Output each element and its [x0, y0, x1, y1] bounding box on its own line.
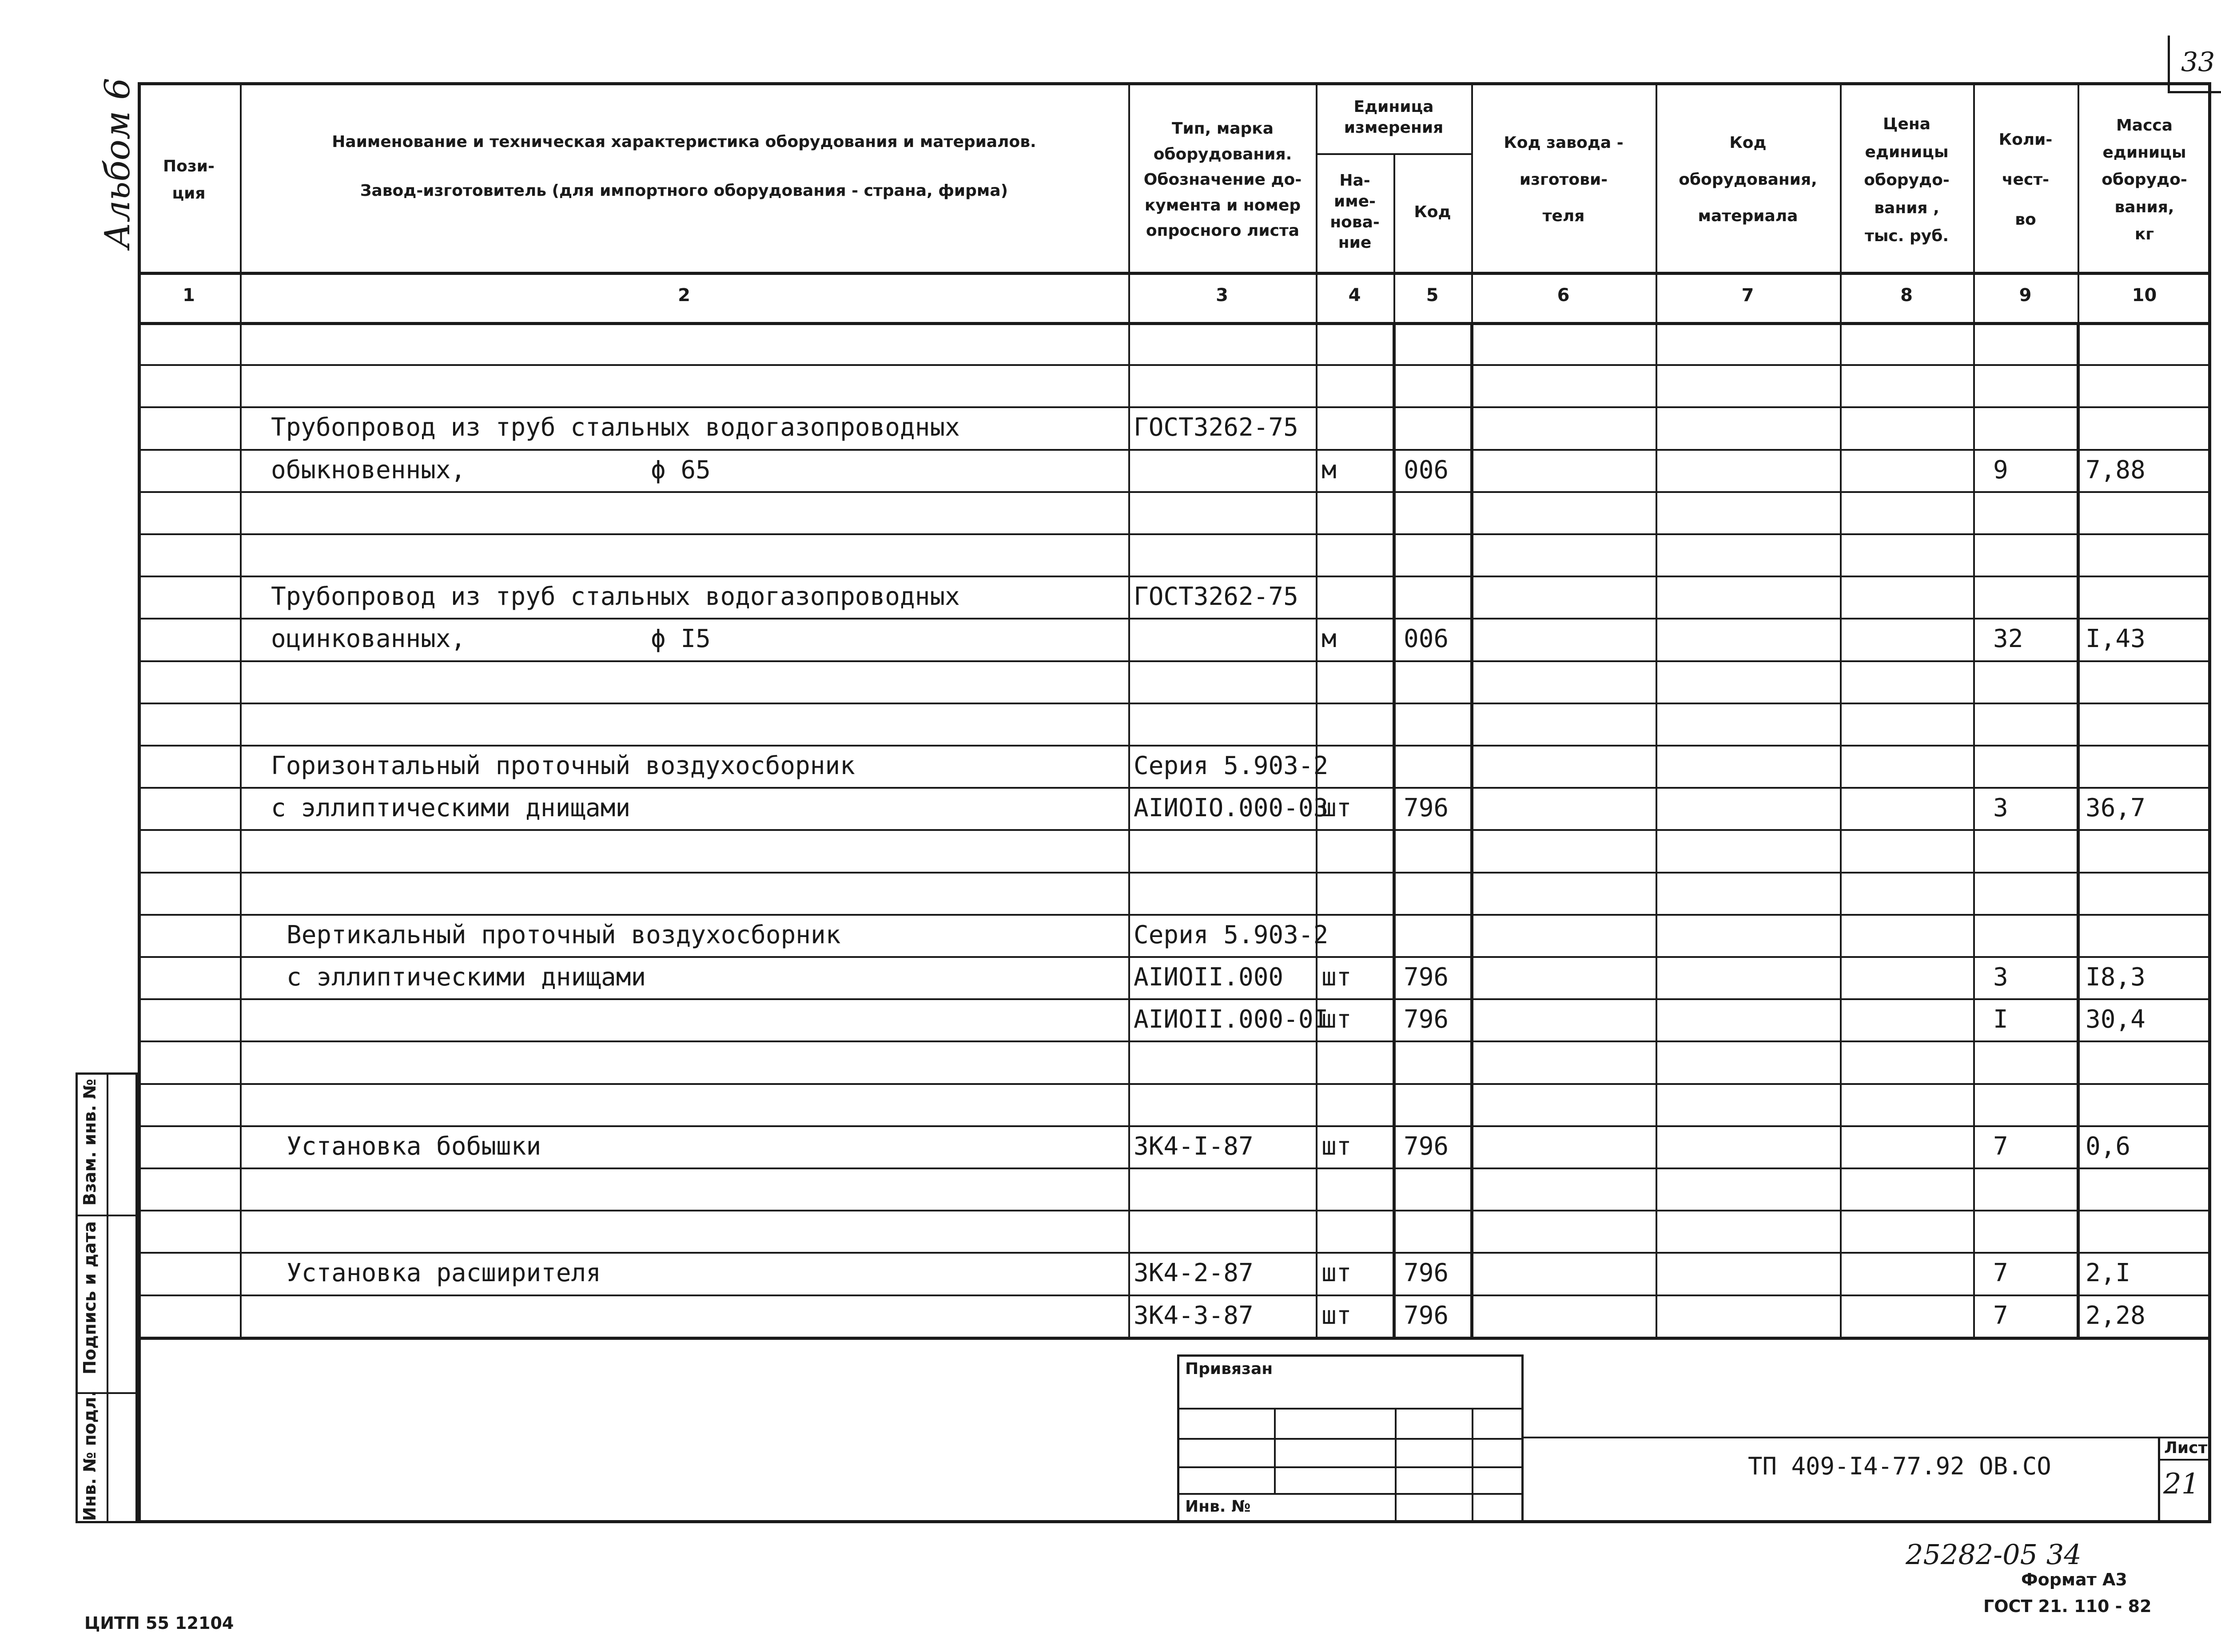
- header-bottom-line: [138, 272, 2211, 275]
- row-19-unit-code: 796: [1404, 1132, 1449, 1161]
- table-row-line: [138, 576, 2211, 577]
- row-22-mass: 2,I: [2086, 1259, 2131, 1288]
- album-label: Альбом 6: [98, 78, 138, 249]
- row-23-document: ЗК4-3-87: [1134, 1301, 1254, 1330]
- row-11-quantity: 3: [1993, 794, 2008, 823]
- column-number-3: 3: [1216, 285, 1228, 306]
- table-row-line: [138, 998, 2211, 1000]
- row-7-diameter: ϕ I5: [651, 624, 711, 654]
- row-15-unit: шт: [1321, 963, 1352, 992]
- sheet-number: 33: [2181, 47, 2215, 78]
- handwritten-number: 25282-05 34: [1906, 1538, 2082, 1571]
- row-11-mass: 36,7: [2086, 794, 2145, 823]
- header-position: Пози- ция: [163, 157, 215, 203]
- gost-label: ГОСТ 21. 110 - 82: [1983, 1596, 2152, 1616]
- row-6-name: Трубопровод из труб стальных водогазопроводных: [271, 582, 960, 612]
- table-row-line: [138, 1125, 2211, 1127]
- row-3-mass: 7,88: [2086, 455, 2145, 484]
- side-stamp-vzam: Взам. инв. №: [80, 1079, 100, 1206]
- table-row-line: [138, 956, 2211, 958]
- table-row-line: [138, 660, 2211, 662]
- table-row-line: [138, 1168, 2211, 1169]
- row-10-document: Серия 5.903-2: [1134, 751, 1329, 780]
- row-3-diameter: ϕ 65: [651, 455, 711, 484]
- row-19-quantity: 7: [1993, 1132, 2008, 1161]
- header-unit-price: Цена единицы оборудо- вания , тыс. руб.: [1864, 115, 1950, 245]
- format-label: Формат А3: [2021, 1570, 2127, 1589]
- row-3-name: обыкновенных,: [271, 455, 466, 484]
- row-15-unit-code: 796: [1404, 963, 1449, 992]
- row-7-quantity: 32: [1993, 624, 2023, 654]
- row-7-unit: м: [1321, 624, 1337, 654]
- row-22-document: ЗК4-2-87: [1134, 1259, 1254, 1288]
- side-stamp-inv: Инв. № подл.: [80, 1390, 100, 1521]
- row-22-quantity: 7: [1993, 1259, 2008, 1288]
- table-row-line: [138, 914, 2211, 916]
- row-19-unit: шт: [1321, 1132, 1352, 1161]
- table-row-line: [138, 449, 2211, 451]
- row-23-unit-code: 796: [1404, 1301, 1449, 1330]
- row-22-unit-code: 796: [1404, 1259, 1449, 1288]
- column-divider: [1840, 82, 1842, 1337]
- cipt-label: ЦИТП 55 12104: [84, 1613, 234, 1633]
- column-divider: [1656, 82, 1657, 1337]
- row-3-quantity: 9: [1993, 455, 2008, 484]
- side-stamp-podpis: Подпись и дата: [80, 1221, 100, 1374]
- column-number-6: 6: [1557, 285, 1570, 306]
- table-row-line: [138, 787, 2211, 789]
- table-row-line: [138, 406, 2211, 408]
- column-number-2: 2: [678, 285, 690, 306]
- row-7-name: оцинкованных,: [271, 624, 466, 654]
- row-11-unit: шт: [1321, 794, 1352, 823]
- list-value: 21: [2163, 1468, 2200, 1501]
- table-row-line: [138, 745, 2211, 747]
- row-22-name: Установка расширителя: [287, 1259, 601, 1288]
- header-unit-group: Единица измерения: [1344, 98, 1444, 137]
- table-row-line: [138, 1210, 2211, 1211]
- column-numbers-bottom-line: [138, 322, 2211, 325]
- table-row-line: [138, 533, 2211, 535]
- row-16-quantity: I: [1993, 1005, 2008, 1034]
- row-23-quantity: 7: [1993, 1301, 2008, 1330]
- header-name-line2: Завод-изготовитель (для импортного оборудования - страна, фирма): [360, 182, 1008, 200]
- column-divider: [240, 82, 242, 1337]
- designation: ТП 409-I4-77.92 ОВ.СО: [1748, 1452, 2051, 1480]
- row-15-name: с эллиптическими днищами: [287, 963, 646, 992]
- column-number-4: 4: [1348, 285, 1361, 306]
- row-23-unit: шт: [1321, 1301, 1352, 1330]
- row-15-quantity: 3: [1993, 963, 2008, 992]
- inv-no-label: Инв. №: [1185, 1497, 1251, 1516]
- header-equipment-code: Код оборудования, материала: [1679, 133, 1817, 226]
- column-number-1: 1: [183, 285, 195, 306]
- table-row-line: [138, 491, 2211, 493]
- row-7-mass: I,43: [2086, 624, 2145, 654]
- row-22-unit: шт: [1321, 1259, 1352, 1288]
- column-number-9: 9: [2019, 285, 2032, 306]
- header-unit-code: Код: [1414, 203, 1451, 221]
- row-16-document: АIИОII.000-0I: [1134, 1005, 1329, 1034]
- row-11-document: АIИОIО.000-03: [1134, 794, 1329, 823]
- table-row-line: [138, 364, 2211, 366]
- row-14-document: Серия 5.903-2: [1134, 920, 1329, 949]
- designation-line: [1524, 1437, 2211, 1438]
- row-15-document: АIИОII.000: [1134, 963, 1284, 992]
- row-19-document: ЗК4-I-87: [1134, 1132, 1254, 1161]
- table-row-line: [138, 1083, 2211, 1085]
- row-6-document: ГОСТ3262-75: [1134, 582, 1298, 612]
- table-bottom-line: [138, 1337, 2211, 1340]
- row-2-document: ГОСТ3262-75: [1134, 413, 1298, 442]
- header-quantity: Коли- чест- во: [1998, 131, 2053, 229]
- header-unit-mass: Масса единицы оборудо- вания, кг: [2102, 116, 2187, 243]
- privyazan-label: Привязан: [1185, 1360, 1273, 1378]
- row-16-unit: шт: [1321, 1005, 1352, 1034]
- table-row-line: [138, 618, 2211, 620]
- table-row-line: [138, 703, 2211, 704]
- table-row-line: [138, 1040, 2211, 1042]
- row-16-unit-code: 796: [1404, 1005, 1449, 1034]
- row-16-mass: 30,4: [2086, 1005, 2145, 1034]
- privyazan-vline: [1274, 1408, 1276, 1493]
- column-number-8: 8: [1900, 285, 1913, 306]
- privyazan-vline: [1472, 1408, 1473, 1523]
- row-23-mass: 2,28: [2086, 1301, 2145, 1330]
- side-stamp-divider: [107, 1072, 108, 1523]
- header-unit-name: На- име- нова- ние: [1330, 171, 1380, 252]
- list-box-line: [2158, 1459, 2211, 1461]
- row-11-name: с эллиптическими днищами: [271, 794, 631, 823]
- column-number-5: 5: [1426, 285, 1439, 306]
- side-stamp-line: [76, 1215, 138, 1216]
- column-divider: [1128, 82, 1130, 1337]
- row-11-unit-code: 796: [1404, 794, 1449, 823]
- column-divider: [1316, 82, 1317, 1337]
- row-14-name: Вертикальный проточный воздухосборник: [287, 920, 841, 949]
- list-label: Лист: [2164, 1439, 2208, 1457]
- header-type-doc: Тип, марка оборудования. Обозначение до- кумента и номер опросного листа: [1143, 119, 1302, 240]
- row-19-mass: 0,6: [2086, 1132, 2131, 1161]
- table-row-line: [138, 1295, 2211, 1296]
- column-number-10: 10: [2132, 285, 2157, 306]
- row-19-name: Установка бобышки: [287, 1132, 541, 1161]
- row-2-name: Трубопровод из труб стальных водогазопроводных: [271, 413, 960, 442]
- header-name-line1: Наименование и техническая характеристика оборудования и материалов.: [332, 133, 1036, 151]
- column-number-7: 7: [1741, 285, 1754, 306]
- table-row-line: [138, 1252, 2211, 1254]
- row-7-unit-code: 006: [1404, 624, 1449, 654]
- row-3-unit-code: 006: [1404, 455, 1449, 484]
- row-15-mass: I8,3: [2086, 963, 2145, 992]
- privyazan-vline: [1395, 1408, 1397, 1523]
- table-row-line: [138, 829, 2211, 831]
- table-row-line: [138, 872, 2211, 874]
- row-10-name: Горизонтальный проточный воздухосборник: [271, 751, 855, 780]
- header-plant-code: Код завода - изготови- теля: [1504, 133, 1624, 226]
- row-3-unit: м: [1321, 455, 1337, 484]
- column-divider: [1973, 82, 1975, 1337]
